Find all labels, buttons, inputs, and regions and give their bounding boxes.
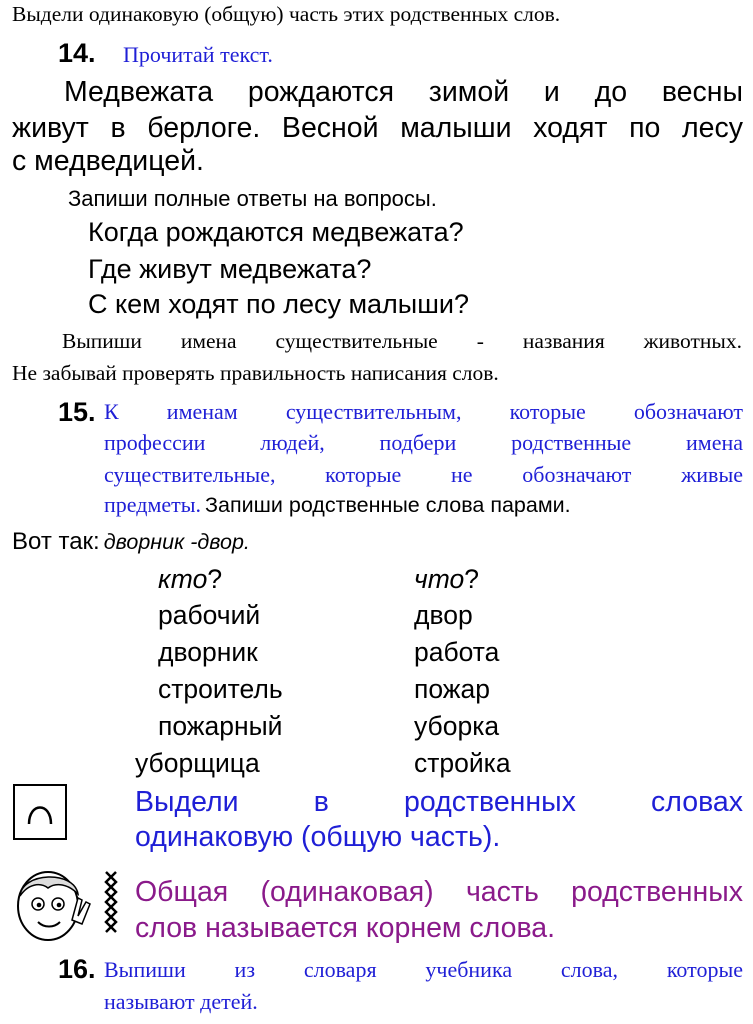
rule-line-2: слов называется корнем слова. [135,912,556,944]
root-task-line-1: Выдели в родственных словах [135,786,743,818]
what-word-4: уборка [414,711,500,741]
story-line-2: живут в берлоге. Весной малыши ходят по лесу [12,112,743,144]
exercise-16-number: 16. [58,954,96,984]
exercise-15-last-word: предметы. [104,492,202,517]
who-word-1: рабочий [158,600,261,630]
example-line [12,528,250,556]
story-line-3: с медведицей. [12,145,204,177]
top-instruction: Выдели одинаковую (общую) часть этих родственных слов. [12,2,561,26]
question-2: Где живут медвежата? [88,254,372,284]
what-word-2: работа [414,637,500,667]
what-header: что? [414,564,479,594]
who-word-5: уборщица [135,748,260,778]
who-header: кто? [158,564,223,594]
what-word-5: стройка [414,748,511,778]
rule-line-1: Общая (одинаковая) часть родственных [135,876,743,908]
question-1: Когда рождаются медвежата? [88,217,464,247]
exercise-15-line-1: К именам существительным, которые обозначают [104,399,743,424]
exercise-15-task: Запиши родственные слова парами. [205,493,571,517]
exercise-16-line-2: называют детей. [104,989,258,1014]
note-line-1: Выпиши имена существительные - названия животных. [62,329,742,353]
story-line-1: Медвежата рождаются зимой и до весны [64,76,743,108]
exercise-14-number: 14. [58,38,96,68]
what-word-3: пожар [414,674,490,704]
exercise-15-line-2: профессии людей, подбери родственные имена [104,430,743,455]
who-word-3: строитель [158,674,283,704]
who-word-2: дворник [158,637,258,667]
root-task-line-2: одинаковую (общую часть). [135,821,501,853]
boy-mascot-icon [8,862,98,946]
exercise-16-line-1: Выпиши из словаря учебника слова, которые [104,957,743,982]
chain-divider-icon [102,870,120,936]
exercise-14-instruction: Прочитай текст. [123,42,273,67]
root-arc-icon [13,784,67,840]
exercise-15-number: 15. [58,397,96,427]
exercise-14-task: Запиши полные ответы на вопросы. [68,186,437,211]
exercise-15-line-4 [104,492,571,518]
who-word-4: пожарный [158,711,283,741]
note-line-2: Не забывай проверять правильность написания слов. [12,361,499,385]
example-pair: дворник -двор. [103,530,250,554]
example-prefix: Вот так: [12,528,100,555]
exercise-15-line-3: существительные, которые не обозначают живые [104,462,743,487]
what-word-1: двор [414,600,473,630]
question-3: С кем ходят по лесу малыши? [88,289,469,319]
